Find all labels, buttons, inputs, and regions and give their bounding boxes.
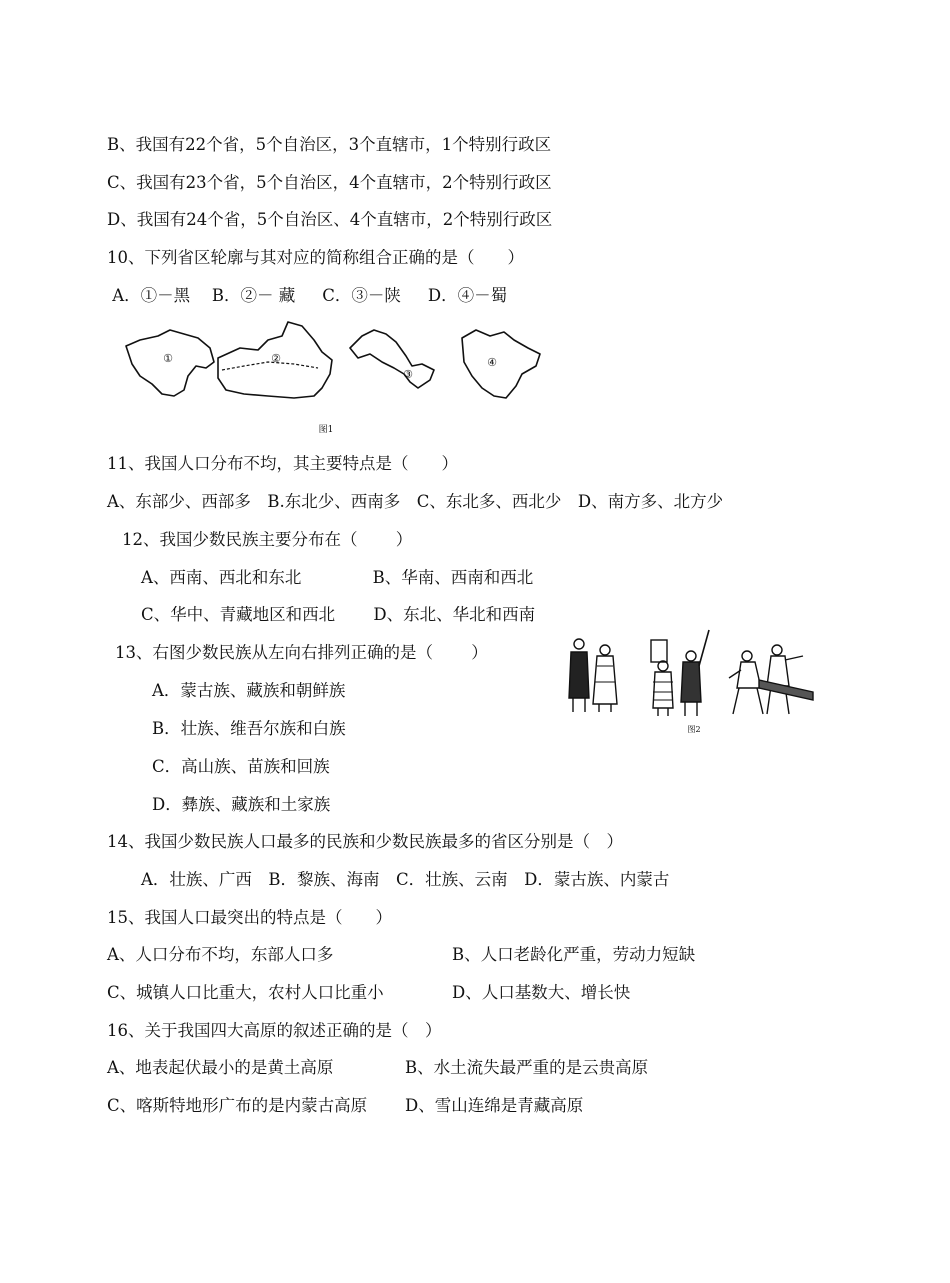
option-9c: C、我国有23个省，5个自治区，4个直辖市，2个特别行政区 <box>107 173 552 192</box>
question-15-option-b: B、人口老龄化严重，劳动力短缺 <box>452 945 696 964</box>
question-16-option-a: A、地表起伏最小的是黄土高原 <box>107 1058 334 1077</box>
question-13-option-a: A．蒙古族、藏族和朝鲜族 <box>152 681 346 700</box>
question-14: 14、我国少数民族人口最多的民族和少数民族最多的省区分别是（ ） <box>107 832 623 851</box>
question-13: 13、右图少数民族从左向右排列正确的是（ ） <box>115 643 488 662</box>
option-9b: B、我国有22个省，5个自治区，3个直辖市，1个特别行政区 <box>107 135 552 154</box>
outline-label-1: ① <box>163 352 173 365</box>
question-15-option-c: C、城镇人口比重大，农村人口比重小 <box>107 983 384 1002</box>
question-15-option-a: A、人口分布不均，东部人口多 <box>107 945 334 964</box>
outline-label-4: ④ <box>487 356 497 369</box>
province-outline-3 <box>350 330 434 388</box>
question-16-option-b: B、水土流失最严重的是云贵高原 <box>405 1058 649 1077</box>
question-15: 15、我国人口最突出的特点是（ ） <box>107 908 392 927</box>
question-13-option-c: C．高山族、苗族和回族 <box>152 757 330 776</box>
question-12: 12、我国少数民族主要分布在（ ） <box>122 530 413 549</box>
province-outline-4 <box>462 330 540 398</box>
question-10-options: A．①－黑 B．②－ 藏 C．③－陕 D．④－蜀 <box>107 286 508 305</box>
question-11: 11、我国人口分布不均，其主要特点是（ ） <box>107 454 458 473</box>
outline-label-3: ③ <box>403 368 413 381</box>
figure-1-province-outlines <box>118 318 548 438</box>
ethnic-group-1-figures <box>569 639 617 712</box>
ethnic-group-2-figures <box>651 630 709 716</box>
question-12-options-cd: C、华中、青藏地区和西北 D、东北、华北和西南 <box>141 605 536 624</box>
option-9d: D、我国有24个省，5个自治区、4个直辖市，2个特别行政区 <box>107 210 553 229</box>
question-13-option-b: B．壮族、维吾尔族和白族 <box>152 719 346 738</box>
question-12-options-ab: A、西南、西北和东北 B、华南、西南和西北 <box>141 568 534 587</box>
question-10: 10、下列省区轮廓与其对应的简称组合正确的是（ ） <box>107 248 524 267</box>
figure-2-ethnic-costumes <box>563 626 825 738</box>
figure-1-caption: 图1 <box>318 425 334 435</box>
ethnic-group-3-figures <box>729 645 813 714</box>
question-16-option-d: D、雪山连绵是青藏高原 <box>405 1096 584 1115</box>
question-13-option-d: D．彝族、藏族和土家族 <box>152 795 331 814</box>
question-11-options: A、东部少、西部多 B.东北少、西南多 C、东北多、西北少 D、南方多、北方少 <box>107 492 724 511</box>
question-15-option-d: D、人口基数大、增长快 <box>452 983 631 1002</box>
question-16-option-c: C、喀斯特地形广布的是内蒙古高原 <box>107 1096 368 1115</box>
question-16: 16、关于我国四大高原的叙述正确的是（ ） <box>107 1021 442 1040</box>
question-14-options: A．壮族、广西 B．黎族、海南 C．壮族、云南 D．蒙古族、内蒙古 <box>141 870 670 889</box>
figure-2-caption: 图2 <box>687 725 701 734</box>
outline-label-2: ② <box>271 352 281 365</box>
